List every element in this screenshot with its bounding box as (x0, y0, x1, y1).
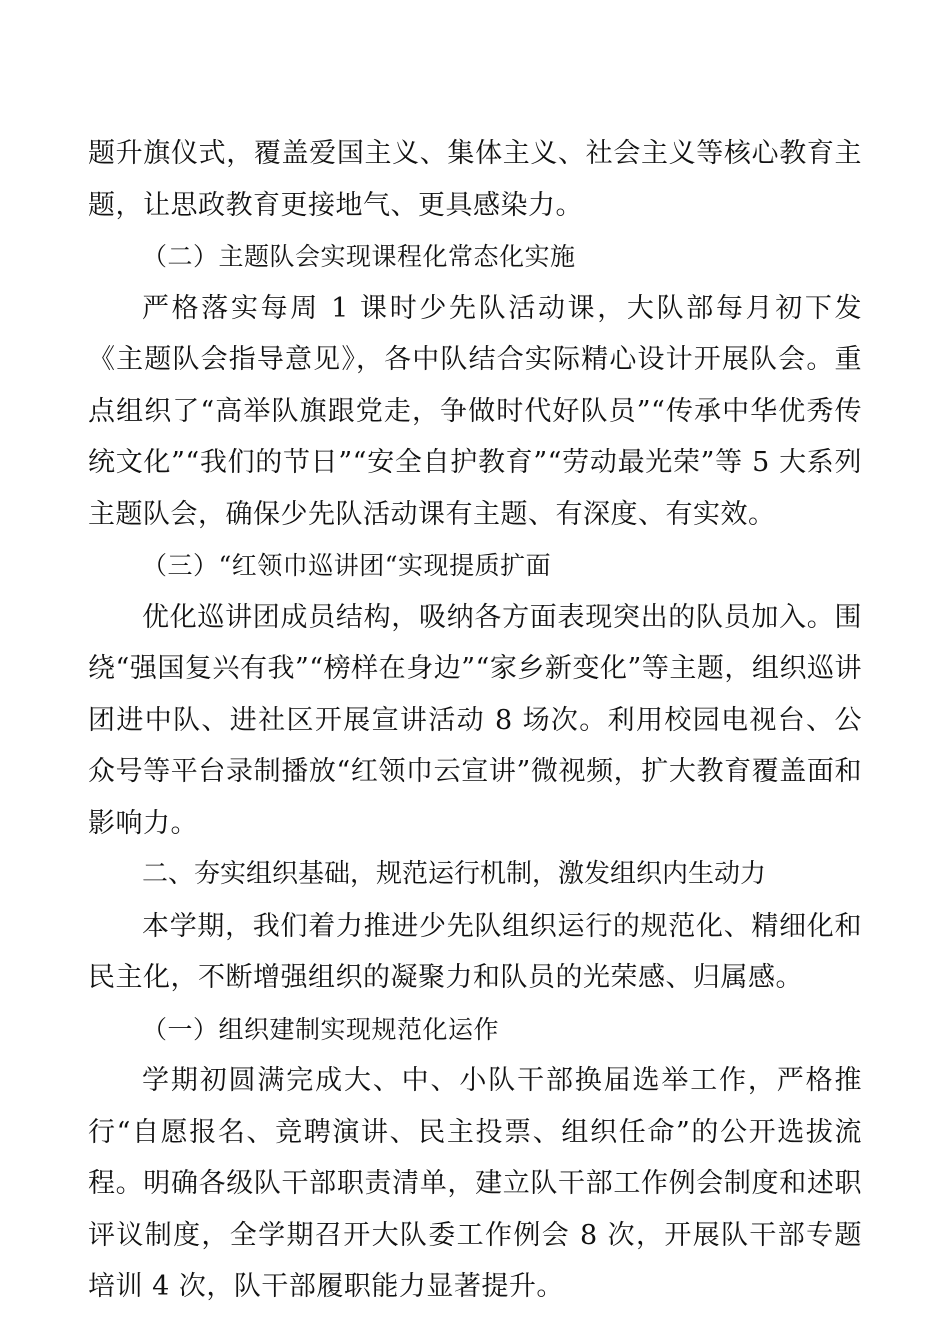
subheading-organization-structure: （一）组织建制实现规范化运作 (142, 1014, 500, 1044)
paragraph-lecture-group: 优化巡讲团成员结构，吸纳各方面表现突出的队员加入。围绕“强国复兴有我”“榜样在身边”“家乡新变化”等主题，组织巡讲团进中队、进社区开展宣讲活动 8 场次。利用校园电视台、公众号等平台录制播放“红领巾云宣讲”微视频，扩大教育覆盖面和影响力。 (88, 601, 862, 839)
paragraph-theme-meetings: 严格落实每周 1 课时少先队活动课，大队部每月初下发《主题队会指导意见》，各中队结合实际精心设计开展队会。重点组织了“高举队旗跟党走，争做时代好队员”“传承中华优秀传统文化”“我们的节日”“安全自护教育”“劳动最光荣”等 5 大系列主题队会，确保少先队活动课有主题、有深度、有实效。 (88, 292, 862, 530)
paragraph-continued: 题升旗仪式，覆盖爱国主义、集体主义、社会主义等核心教育主题，让思政教育更接地气、更具感染力。 (88, 138, 862, 221)
subheading-theme-meetings: （二）主题队会实现课程化常态化实施 (142, 242, 576, 271)
paragraph-organization-structure: 学期初圆满完成大、中、小队干部换届选举工作，严格推行“自愿报名、竞聘演讲、民主投票、组织任命”的公开选拔流程。明确各级队干部职责清单，建立队干部工作例会制度和述职评议制度，全学期召开大队委工作例会 8 次，开展队干部专题培训 4 次，队干部履职能力显著提升。 (88, 1065, 862, 1302)
section-heading-organization: 二、夯实组织基础，规范运行机制，激发组织内生动力 (142, 859, 767, 889)
paragraph-organization-intro: 本学期，我们着力推进少先队组织运行的规范化、精细化和民主化，不断增强组织的凝聚力和队员的光荣感、归属感。 (88, 910, 862, 993)
document-page (88, 128, 862, 1313)
subheading-lecture-group: （三）“红领巾巡讲团“实现提质扩面 (142, 551, 552, 580)
